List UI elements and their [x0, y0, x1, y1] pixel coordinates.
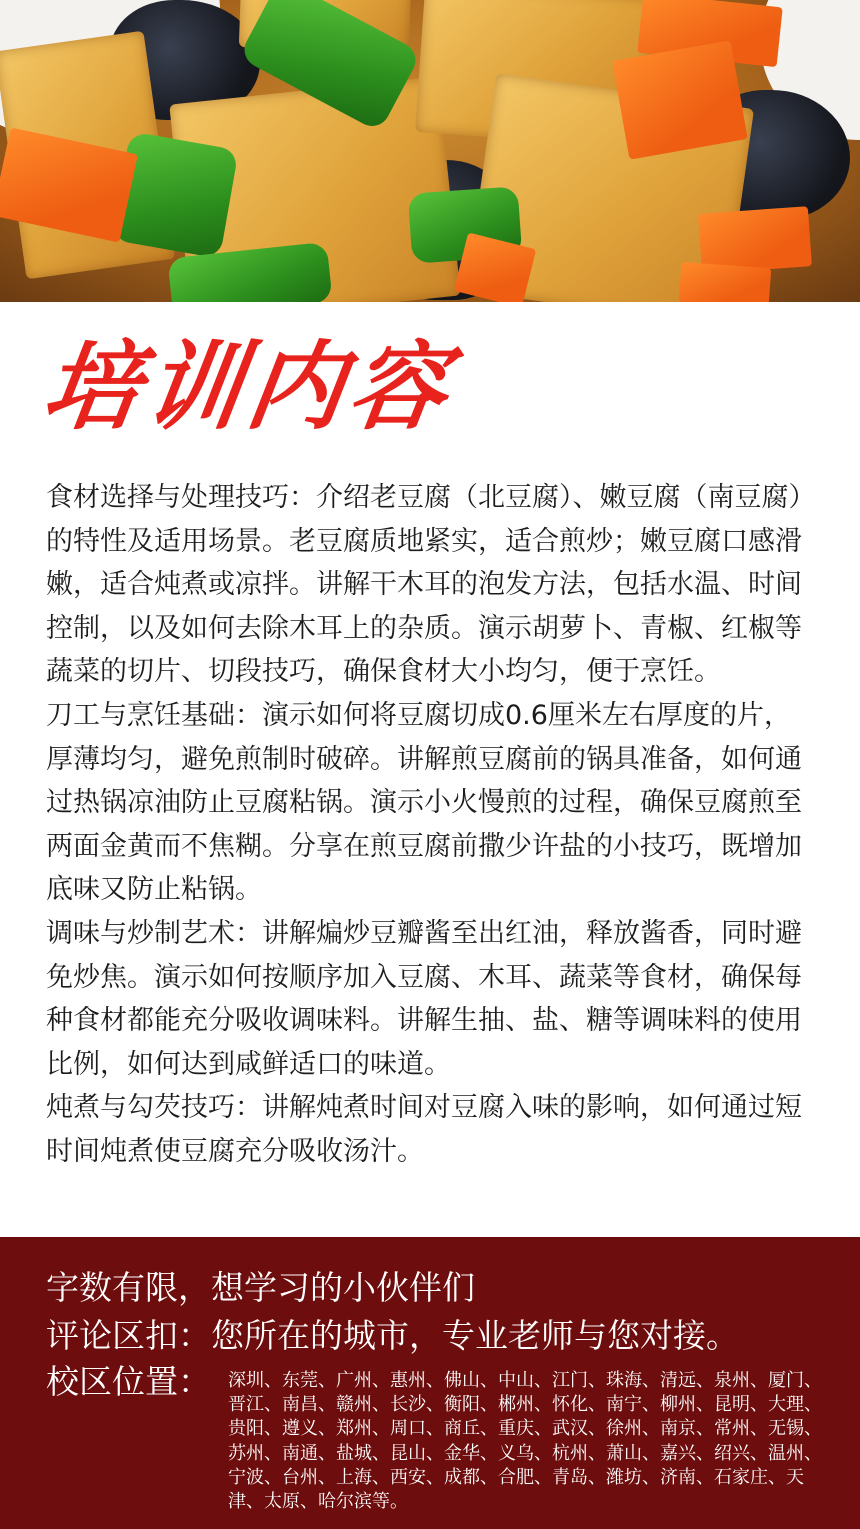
- paragraph-knife-skills: 刀工与烹饪基础：演示如何将豆腐切成0.6厘米左右厚度的片，厚薄均匀，避免煎制时破碎。讲解煎豆腐前的锅具准备，如何通过热锅凉油防止豆腐粘锅。演示小火慢煎的过程，确保豆腐煎至两面金黄而不焦糊。分享在煎豆腐前撒少许盐的小技巧，既增加底味又防止粘锅。: [46, 699, 802, 906]
- training-content-text: [46, 476, 816, 1174]
- carrot-slice: [679, 262, 772, 302]
- banner-line-1: 字数有限，想学习的小伙伴们: [46, 1268, 475, 1307]
- hero-food-photo: [0, 0, 860, 302]
- page-title: 培训内容: [36, 331, 460, 443]
- campus-location-label: 校区位置：: [46, 1362, 211, 1401]
- campus-city-list: 深圳、东莞、广州、惠州、佛山、中山、江门、珠海、清远、泉州、厦门、晋江、南昌、赣州、长沙、衡阳、郴州、怀化、南宁、柳州、昆明、大理、贵阳、遵义、郑州、周口、商丘、重庆、武汉、徐州、南京、常州、无锡、苏州、南通、盐城、昆山、金华、义乌、杭州、萧山、嘉兴、绍兴、温州、宁波、台州、上海、西安、成都、合肥、青岛、潍坊、济南、石家庄、天津、太原、哈尔滨等。: [228, 1370, 822, 1513]
- bottom-banner: [0, 1237, 860, 1529]
- paragraph-seasoning: 调味与炒制艺术：讲解煸炒豆瓣酱至出红油，释放酱香，同时避免炒焦。演示如何按顺序加入豆腐、木耳、蔬菜等食材，确保每种食材都能充分吸收调味料。讲解生抽、盐、糖等调味料的使用比例，如何达到咸鲜适口的味道。: [46, 917, 802, 1080]
- paragraph-ingredients: 食材选择与处理技巧：介绍老豆腐（北豆腐）、嫩豆腐（南豆腐）的特性及适用场景。老豆腐质地紧实，适合煎炒；嫩豆腐口感滑嫩，适合炖煮或凉拌。讲解干木耳的泡发方法，包括水温、时间控制，以及如何去除木耳上的杂质。演示胡萝卜、青椒、红椒等蔬菜的切片、切段技巧，确保食材大小均匀，便于烹饪。: [46, 482, 816, 688]
- banner-line-2: 评论区扣：您所在的城市，专业老师与您对接。: [46, 1316, 739, 1355]
- carrot-slice: [612, 40, 748, 159]
- content-section: [0, 302, 860, 1237]
- paragraph-stewing: 炖煮与勾芡技巧：讲解炖煮时间对豆腐入味的影响，如何通过短时间炖煮使豆腐充分吸收汤汁。: [46, 1092, 802, 1167]
- green-pepper: [111, 131, 238, 258]
